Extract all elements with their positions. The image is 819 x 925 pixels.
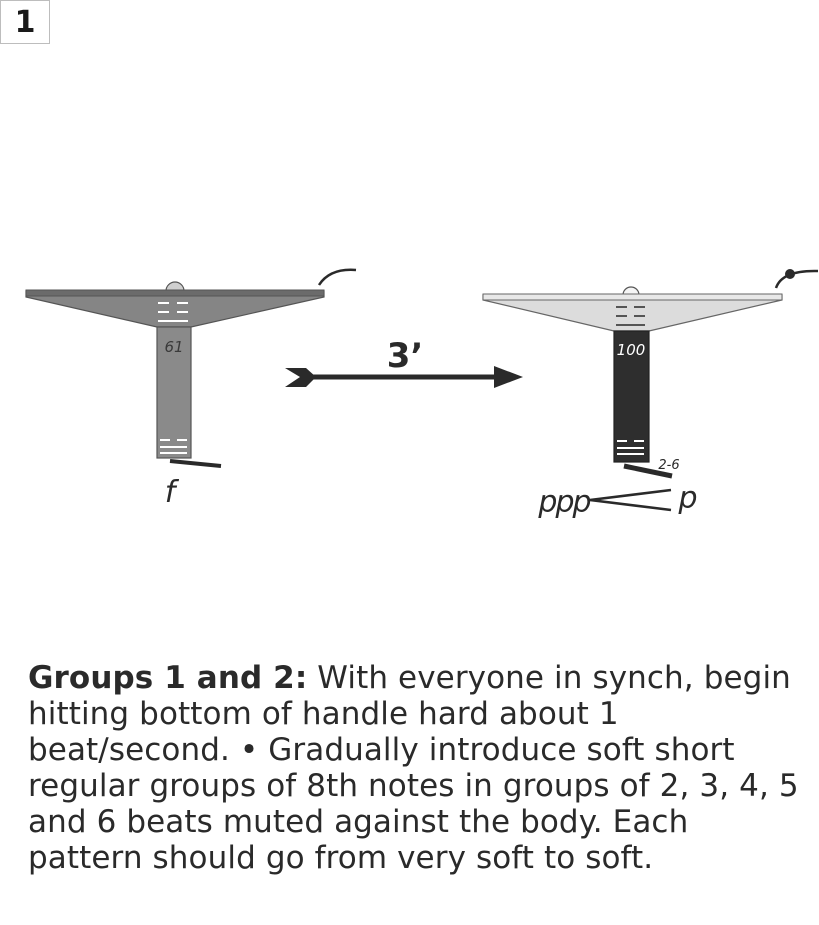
- arrow-tail-icon: [285, 368, 316, 387]
- left-mute-line: [170, 461, 221, 466]
- left-rim: [26, 290, 324, 296]
- instructions-text: [28, 660, 808, 876]
- instructions-heading: Groups 1 and 2:: [28, 660, 308, 696]
- transition-arrow: [285, 336, 523, 388]
- left-swing-curve: [319, 270, 356, 285]
- right-dynamic-start: ppp: [538, 485, 590, 520]
- left-dynamic: f: [164, 475, 176, 510]
- right-dynamic-end: p: [678, 481, 698, 516]
- crescendo-hairpin-icon: [590, 490, 671, 510]
- right-rim: [483, 294, 782, 300]
- right-swing-dot-icon: [785, 269, 795, 279]
- right-mute-label: 2-6: [658, 458, 680, 473]
- right-swing-curve: [776, 271, 818, 288]
- right-instrument: [483, 269, 818, 520]
- arrow-head-icon: [494, 366, 523, 388]
- left-instrument: [26, 270, 356, 510]
- page-number: 1: [0, 0, 50, 44]
- left-number: 61: [164, 338, 184, 356]
- right-number: 100: [616, 341, 646, 359]
- instructions-body: With everyone in synch, begin hitting bottom of handle hard about 1 beat/second. • Gradually introduce soft short regular groups of 8th notes in groups of 2, 3, 4, 5 and 6 beats muted against the body. Each pattern should go from very soft to soft.: [28, 660, 799, 876]
- transition-duration: 3’: [386, 336, 424, 376]
